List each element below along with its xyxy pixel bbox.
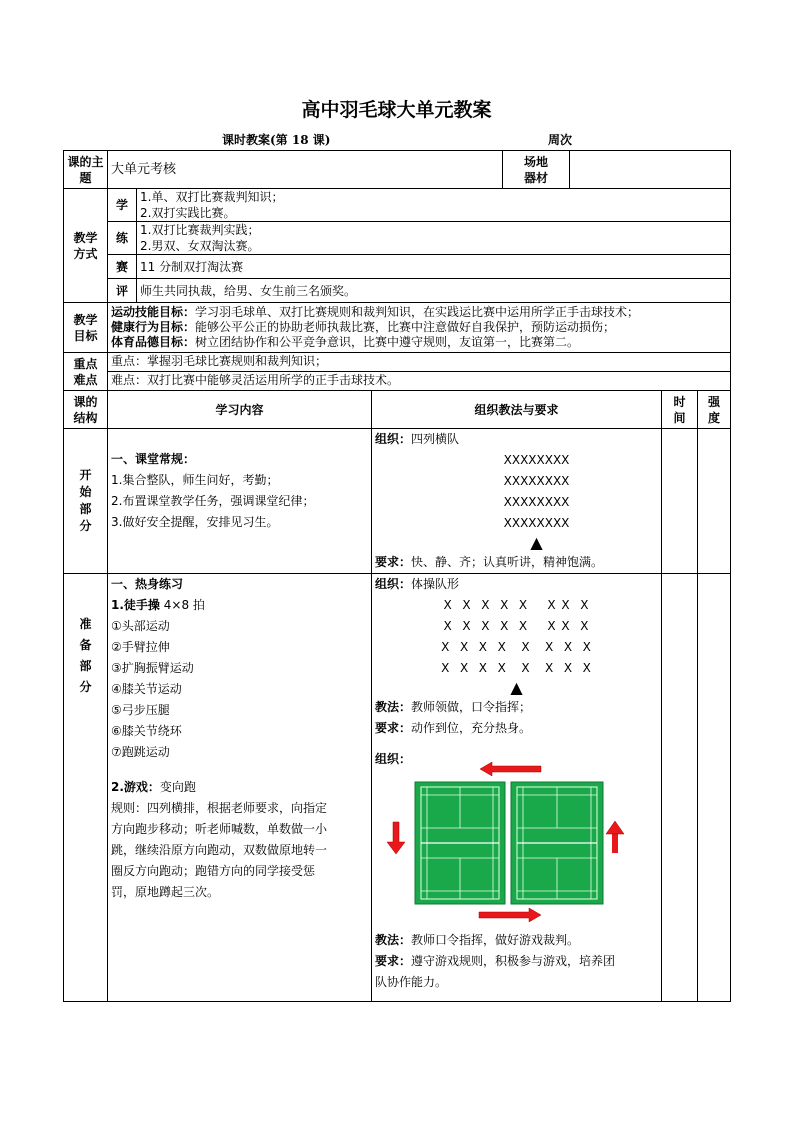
- prep-part-content: 一、热身练习 1.徒手操 4×8 拍 ①头部运动 ②手臂拉伸 ③扩胸振臂运动 ④膝关节运动 ⑤弓步压腿 ⑥膝关节绕环 ⑦跑跳运动 2.游戏：变向跑 规则：四列横排，根据老师要求，向指定 方向跑步移动；听老师喊数，单数做一小 跳，继续沿原方向跑动，双数做原地转一 圈反方向跑动；跑错方向的同学接受惩 罚，原地蹲起三次。: [108, 574, 372, 1002]
- arrow-up-head-icon: [606, 821, 624, 834]
- header-organization: 组织教法与要求: [372, 391, 662, 429]
- start-part-content: 一、课堂常规： 1.集合整队，师生问好，考勤； 2.布置课堂教学任务，强调课堂纪律； 3.做好安全提醒，安排见习生。: [108, 429, 372, 574]
- lesson-number: 课时教案(第 18 课): [222, 133, 331, 147]
- prep-part-label: 准 备 部 分: [64, 574, 108, 1002]
- arrow-down-icon: [387, 822, 405, 854]
- method-content: 1.双打比赛裁判实践； 2.男双、女双淘汰赛。: [137, 222, 731, 255]
- formation-row: X X X X X X X X: [443, 619, 590, 633]
- header-intensity: 强 度: [698, 391, 731, 429]
- header-time: 时 间: [662, 391, 698, 429]
- formation-row: XXXXXXXX: [503, 516, 570, 530]
- start-time: [662, 429, 698, 574]
- topic-value: 大单元考核: [108, 151, 503, 189]
- teacher-marker: ▲: [510, 678, 523, 697]
- method-key: 练: [108, 222, 137, 255]
- formation-row: X X X X X X X X: [443, 598, 590, 612]
- week-label: 周次: [548, 133, 573, 147]
- arrow-right-icon: [479, 908, 541, 922]
- method-content: 11 分制双打淘汰赛: [137, 255, 731, 279]
- arrow-left-icon: [480, 762, 541, 776]
- formation-row: XXXXXXXX: [503, 495, 570, 509]
- keypoints-content: 重点：掌握羽毛球比赛规则和裁判知识； 难点：双打比赛中能够灵活运用所学的正手击球技术。: [108, 353, 731, 391]
- methods-label: 教学 方式: [64, 189, 108, 303]
- method-key: 学: [108, 189, 137, 222]
- formation-row: X X X X X X X X: [441, 640, 592, 654]
- arrow-up-icon: [612, 834, 618, 853]
- court-svg: [375, 762, 655, 922]
- prep-part-organization: 组织：体操队形 X X X X X X X X X X X X X X X X X X X X X X X X X X X X X X X X ▲ 教法：教师领做，口令指挥； 要求：动作到位，充分热身。 组织： 教法：教师口令指挥，做好游戏裁判。 要求：遵守游戏规则，积极参与游戏，培养团 队协作能力。: [372, 574, 662, 1002]
- teacher-marker: ▲: [530, 533, 543, 552]
- header-structure: 课的 结构: [64, 391, 108, 429]
- method-key: 赛: [108, 255, 137, 279]
- keypoints-label: 重点 难点: [64, 353, 108, 391]
- formation-row: XXXXXXXX: [503, 474, 570, 488]
- badminton-court-diagram: [375, 770, 658, 930]
- method-content: 师生共同执裁，给男、女生前三名颁奖。: [137, 279, 731, 303]
- venue-value: [570, 151, 731, 189]
- lesson-plan-table: [63, 150, 731, 1002]
- goals-content: 运动技能目标：学习羽毛球单、双打比赛规则和裁判知识，在实践运比赛中运用所学正手击球技术； 健康行为目标：能够公平公正的协助老师执裁比赛，比赛中注意做好自我保护，预防运动损伤； 体育品德目标：树立团结协作和公平竞争意识，比赛中遵守规则，友谊第一，比赛第二。: [108, 303, 731, 353]
- goals-label: 教学 目标: [64, 303, 108, 353]
- method-content: 1.单、双打比赛裁判知识； 2.双打实践比赛。: [137, 189, 731, 222]
- start-part-label: 开 始 部 分: [64, 429, 108, 574]
- start-intensity: [698, 429, 731, 574]
- header-content: 学习内容: [108, 391, 372, 429]
- formation-row: XXXXXXXX: [503, 453, 570, 467]
- formation-row: X X X X X X X X: [441, 661, 592, 675]
- page-title: 高中羽毛球大单元教案: [301, 99, 492, 121]
- prep-intensity: [698, 574, 731, 1002]
- start-part-organization: 组织：四列横队 XXXXXXXX XXXXXXXX XXXXXXXX XXXXXXXX ▲ 要求：快、静、齐；认真听讲，精神饱满。: [372, 429, 662, 574]
- method-key: 评: [108, 279, 137, 303]
- topic-label: 课的主题: [64, 151, 108, 189]
- prep-time: [662, 574, 698, 1002]
- venue-label: 场地 器材: [503, 151, 570, 189]
